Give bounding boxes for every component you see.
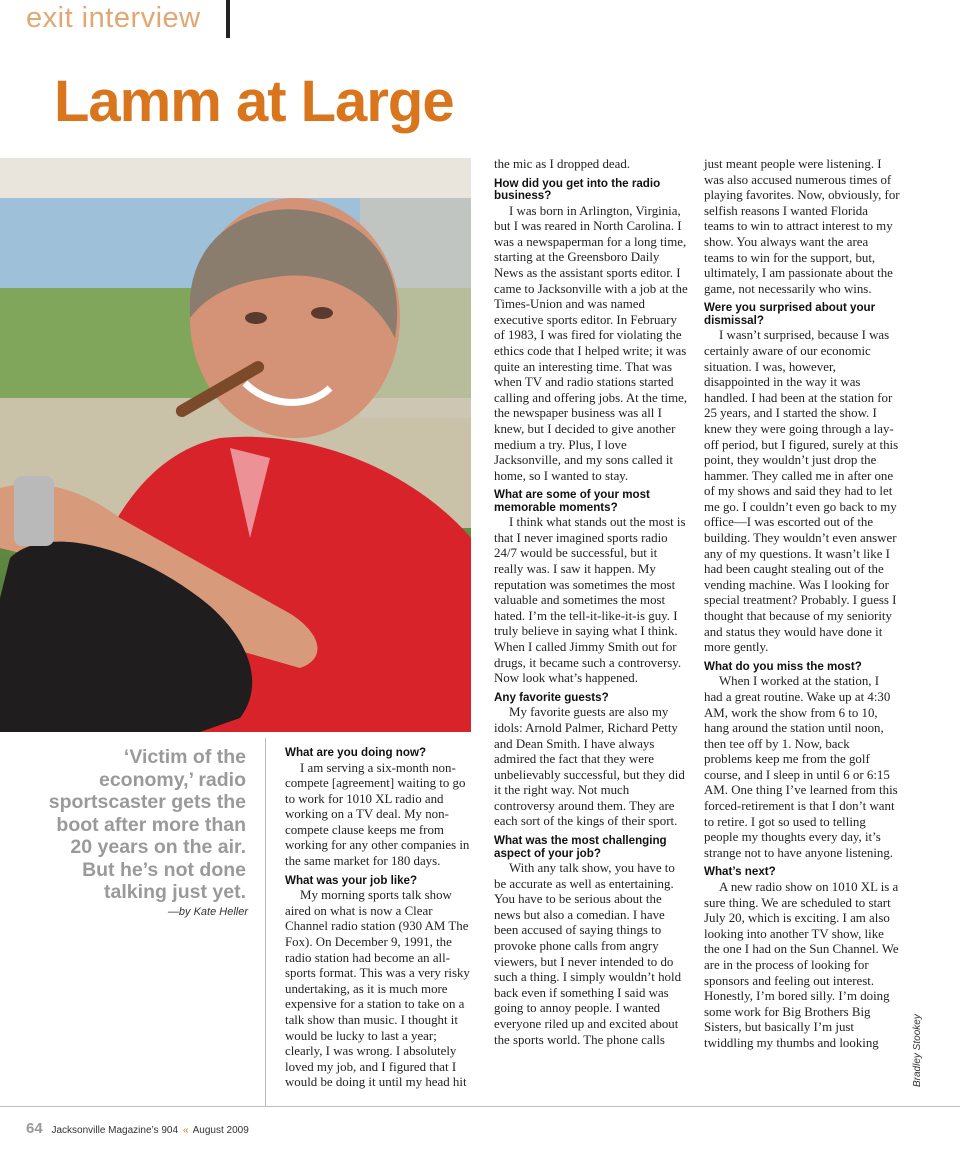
page-footer [26, 1120, 249, 1137]
answer-paragraph: I am serving a six-month non-compete [agreement] waiting to go to work for 1010 XL radio and working on a TV deal. My non-compete clause keeps me from working for any other companies in the same market for 180 days. [285, 760, 470, 869]
question-heading: Were you surprised about your dismissal? [704, 301, 876, 327]
headline: Lamm at Large [54, 69, 454, 134]
issue-date: August 2009 [192, 1125, 249, 1136]
question-heading: What do you miss the most? [704, 659, 862, 673]
portrait-photo [0, 158, 471, 732]
column-divider [265, 738, 266, 1106]
article-column-2 [494, 157, 688, 1048]
question-heading: What are some of your most memorable moments? [494, 488, 650, 514]
magazine-name: Jacksonville Magazine’s 904 [51, 1125, 179, 1136]
section-label: exit interview [26, 2, 201, 34]
answer-paragraph: My favorite guests are also my idols: Arnold Palmer, Richard Petty and Dean Smith. I have always admired the fact that they were unbelievably successful, but they did it the right way. Not much controversy around them. They are each sort of the kings of their sport. [494, 705, 685, 829]
answer-paragraph: I wasn’t surprised, because I was certainly aware of our economic situation. I was, however, disappointed in the way it was handled. I had been at the station for 25 years, and I started the show. I knew they were going through a lay-off period, but I figured, surely at this point, they wouldn’t just drop the hammer. They called me in after one of my shows and said they had to let me go. I couldn’t even go back to my office—I was escorted out of the building. They wouldn’t even answer any of my questions. It wasn’t like I had been caught stealing out of the vending machine. Was I looking for special treatment? Probably. I guess I thought that because of my seniority and status they would have done it more gently. [704, 328, 899, 655]
answer-paragraph: I think what stands out the most is that I never imagined sports radio 24/7 would be successful, but it really was. I saw it happen. My reputation was sometimes the most valuable and sometimes the most hated. I’m the tell-it-like-it-is guy. I truly believe in saying what I think. When I called Jimmy Smith out for drugs, it became such a controversy. Now look what’s happened. [494, 515, 686, 686]
answer-paragraph: My morning sports talk show aired on what is now a Clear Channel radio station (930 AM The Fox). On December 9, 1991, the radio station had become an all-sports format. This was a very risky undertaking, as it is much more expensive for a station to take on a talk show than music. I thought it would be lucky to last a year; clearly, I was wrong. I absolutely loved my job, and I figured that I would be doing it until my head hit [285, 888, 470, 1090]
question-heading: What’s next? [704, 865, 776, 879]
footer-separator: « [182, 1125, 189, 1136]
byline: —by Kate Heller [167, 906, 248, 918]
question-heading: What was your job like? [285, 873, 418, 887]
answer-paragraph: I was born in Arlington, Virginia, but I was reared in North Carolina. I was a newspaperman for a long time, starting at the Greensboro Daily News as the assistant sports editor. I came to Jacksonville with a job at the Times-Union and was named executive sports editor. In February of 1983, I was fired for violating the ethics code that I helped write; it was quite an interesting time. That was when TV and radio stations started calling and offering jobs. At the time, the newspaper business was all I knew, but I decided to give another medium a try. Plus, I love Jacksonville, and my sons called it home, so I wanted to stay. [494, 203, 688, 483]
section-divider [226, 0, 230, 38]
page-number: 64 [26, 1120, 43, 1137]
question-heading: Any favorite guests? [494, 690, 609, 704]
answer-paragraph: A new radio show on 1010 XL is a sure thing. We are scheduled to start July 20, which is exciting. I am also looking into another TV show, like the one I had on the Sun Channel. We are in the process of looking for sponsors and feeling out interest. Honestly, I’m bored silly. I’m doing some work for Big Brothers Big Sisters, but basically I’m just twiddling my thumbs and looking [704, 879, 899, 1050]
article-column-1 [285, 742, 475, 1091]
answer-paragraph: When I worked at the station, I had a great routine. Wake up at 4:30 AM, work the show from 6 to 10, hang around the station until noon, then tee off by 1. Now, back problems keep me from the golf course, and I sleep in until 6 or 6:15 AM. One thing I’ve learned from this forced-retirement is that I don’t want to retire. I got so used to telling people my thoughts every day, it’s strange not to have anyone listening. [704, 674, 898, 860]
answer-paragraph: With any talk show, you have to be accurate as well as entertaining. You have to be serious about the news but also a comedian. I have been accused of saying things to provoke phone calls from angry viewers, but I never intended to do such a thing. I simply wouldn’t hold back even if something I said was going to annoy people. I wanted everyone riled up and excited about the sports world. The phone calls [494, 861, 682, 1047]
continued-paragraph: the mic as I dropped dead. [494, 157, 631, 171]
article-column-3 [704, 157, 900, 1051]
continued-paragraph: just meant people were listening. I was also accused numerous times of playing favorites. Now, obviously, for selfish reasons I wanted Florida teams to win to attract interest to my show. You always want the area teams to win for the support, but, ultimately, I am passionate about the game, not necessarily who wins. [704, 157, 900, 296]
photo-credit: Bradley Stookey [912, 1014, 923, 1087]
question-heading: What was the most challenging aspect of your job? [494, 834, 667, 860]
footer-divider [0, 1106, 960, 1107]
pull-quote: ‘Victim of the economy,’ radio sportscaster gets the boot after more than 20 years on the air. But he’s not done talking just yet. [48, 746, 246, 903]
question-heading: What are you doing now? [285, 746, 427, 759]
question-heading: How did you get into the radio business? [494, 176, 661, 203]
